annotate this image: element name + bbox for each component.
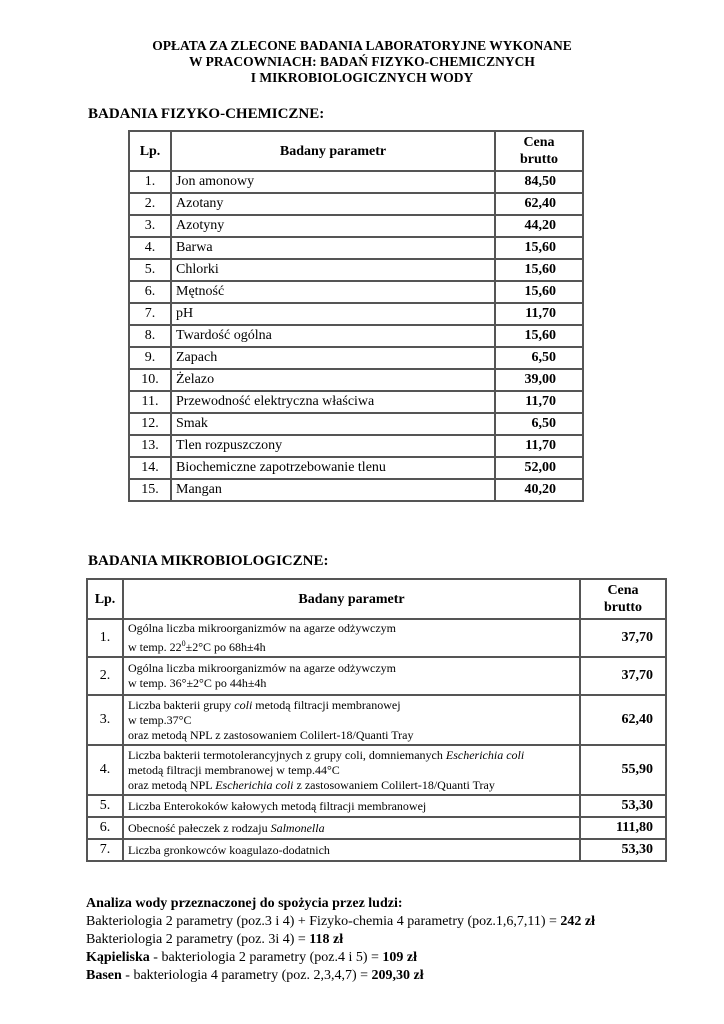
table-row: 2. Ogólna liczba mikroorganizmów na agarze odżywczym w temp. 36°±2°C po 44h±4h 37,70: [87, 657, 666, 695]
col-param-header: Badany parametr: [123, 579, 580, 619]
summary-block: [86, 895, 595, 985]
table-row: 6. Obecność pałeczek z rodzaju Salmonella 111,80: [87, 817, 666, 839]
table-row: 12. Smak 6,50: [129, 413, 583, 435]
col-lp-header: Lp.: [129, 131, 171, 171]
summary-line: Bakteriologia 2 parametry (poz. 3i 4) = 118 zł: [86, 932, 344, 947]
table-row: 4. Barwa 15,60: [129, 237, 583, 259]
micro-table: [86, 578, 667, 862]
summary-line: Basen - bakteriologia 4 parametry (poz. 2,3,4,7) = 209,30 zł: [86, 968, 424, 983]
table-row: 4. Liczba bakterii termotolerancyjnych z grupy coli, domniemanych Escherichia coli metodą filtracji membranowej w temp.44°C oraz metodą NPL Escherichia coli z zastosowaniem Colilert-18/Quanti Tray 55,90: [87, 745, 666, 795]
table-row: 3. Azotyny 44,20: [129, 215, 583, 237]
table-row: 3. Liczba bakterii grupy coli metodą filtracji membranowej w temp.37°C oraz metodą NPL z zastosowaniem Colilert-18/Quanti Tray 62,40: [87, 695, 666, 745]
col-param-header: Badany parametr: [171, 131, 495, 171]
physchem-table: [128, 130, 584, 502]
table-row: 15. Mangan 40,20: [129, 479, 583, 501]
table-row: 11. Przewodność elektryczna właściwa 11,70: [129, 391, 583, 413]
micro-heading: BADANIA MIKROBIOLOGICZNE:: [88, 553, 329, 569]
physchem-heading: BADANIA FIZYKO-CHEMICZNE:: [88, 106, 325, 122]
table-row: 13. Tlen rozpuszczony 11,70: [129, 435, 583, 457]
document-title: [0, 38, 724, 86]
col-price-header: Cena brutto: [495, 131, 583, 171]
col-lp-header: Lp.: [87, 579, 123, 619]
summary-line: Kąpieliska - bakteriologia 2 parametry (poz.4 i 5) = 109 zł: [86, 950, 417, 965]
table-row: 5. Chlorki 15,60: [129, 259, 583, 281]
table-row: 7. pH 11,70: [129, 303, 583, 325]
summary-heading: Analiza wody przeznaczonej do spożycia przez ludzi:: [86, 896, 403, 911]
summary-line: Bakteriologia 2 parametry (poz.3 i 4) + Fizyko-chemia 4 parametry (poz.1,6,7,11) = 242 zł: [86, 914, 596, 929]
table-row: 7. Liczba gronkowców koagulazo-dodatnich 53,30: [87, 839, 666, 861]
table-row: 5. Liczba Enterokoków kałowych metodą filtracji membranowej 53,30: [87, 795, 666, 817]
table-row: 2. Azotany 62,40: [129, 193, 583, 215]
title-line-1: OPŁATA ZA ZLECONE BADANIA LABORATORYJNE WYKONANE: [152, 38, 572, 53]
title-line-2: W PRACOWNIACH: BADAŃ FIZYKO-CHEMICZNYCH: [189, 54, 535, 69]
table-row: 9. Zapach 6,50: [129, 347, 583, 369]
col-price-header: Cena brutto: [580, 579, 666, 619]
table-row: 1. Jon amonowy 84,50: [129, 171, 583, 193]
table-row: 10. Żelazo 39,00: [129, 369, 583, 391]
table-row: 6. Mętność 15,60: [129, 281, 583, 303]
title-line-3: I MIKROBIOLOGICZNYCH WODY: [250, 70, 474, 85]
table-row: 8. Twardość ogólna 15,60: [129, 325, 583, 347]
table-row: 1. Ogólna liczba mikroorganizmów na agarze odżywczym w temp. $22^0\pm 2^\circ C$ po 68h±4h 37,70: [87, 619, 666, 657]
table-row: 14. Biochemiczne zapotrzebowanie tlenu 52,00: [129, 457, 583, 479]
